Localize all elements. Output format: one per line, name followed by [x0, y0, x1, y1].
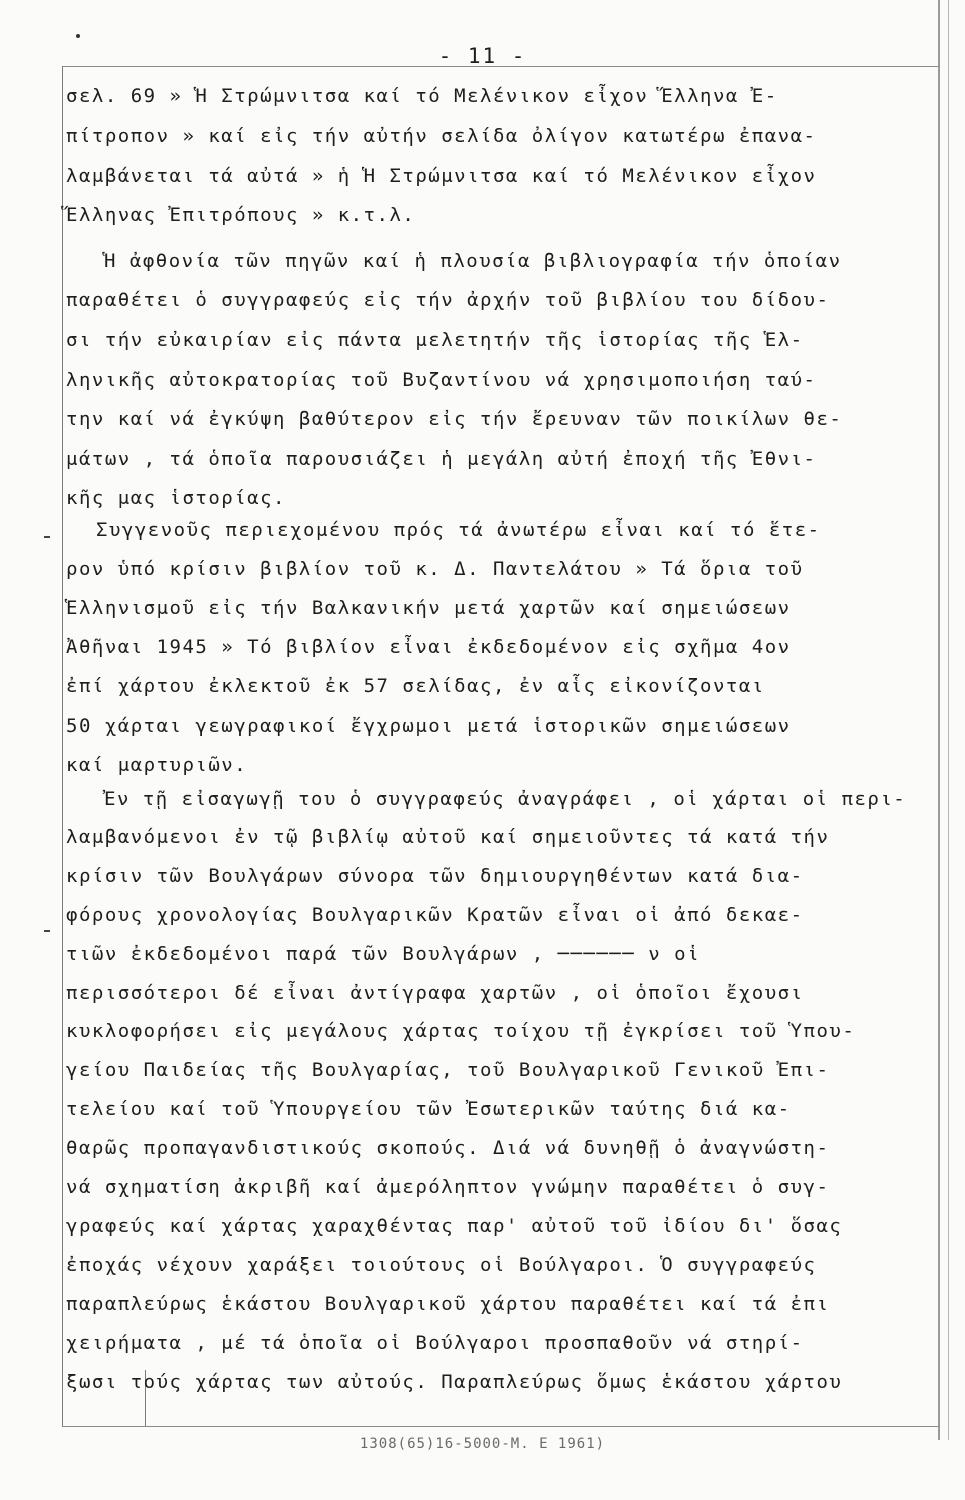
text-line: γείου Παιδείας τῆς Βουλγαρίας, τοῦ Βουλγαρικοῦ Γενικοῦ Ἐπι- — [66, 1059, 830, 1081]
text-line: σι τήν εὐκαιρίαν εἰς πάντα μελετητήν τῆς ἱστορίας τῆς Ἑλ- — [66, 329, 804, 351]
text-line: μάτων , τά ὁποῖα παρουσιάζει ἡ μεγάλη αὐτή ἐποχή τῆς Ἐθνι- — [66, 448, 817, 470]
text-line: Ἡ ἀφθονία τῶν πηγῶν καί ἡ πλουσία βιβλιογραφία τήν ὁποίαν — [104, 250, 842, 272]
text-line: Ἀθῆναι 1945 » Τό βιβλίον εἶναι ἐκδεδομένον εἰς σχῆμα 4ον — [66, 636, 791, 658]
print-footer: 1308(65)16-5000-M. E 1961) — [359, 1436, 606, 1452]
text-line: την καί νά ἐγκύψη βαθύτερον εἰς τήν ἔρευναν τῶν ποικίλων θε- — [66, 408, 843, 430]
text-line: Συγγενοῦς περιεχομένου πρός τά ἀνωτέρω εἶναι καί τό ἕτε- — [96, 519, 821, 541]
text-line: Ἐν τῇ εἰσαγωγῇ του ὁ συγγραφεύς ἀναγράφει , οἱ χάρται οἱ περι- — [104, 788, 907, 810]
text-line: τιῶν ἐκδεδομένοι παρά τῶν Βουλγάρων , ────── ν οἱ — [66, 943, 701, 965]
text-line: θαρῶς προπαγανδιστικούς σκοπούς. Διά νά δυνηθῇ ὁ ἀναγνώστη- — [66, 1137, 830, 1159]
text-line: χειρήματα , μέ τά ὁποῖα οἱ Βούλγαροι προσπαθοῦν νά στηρί- — [66, 1332, 804, 1354]
text-line: λαμβανόμενοι ἐν τῷ βιβλίῳ αὐτοῦ καί σημειοῦντες τά κατά τήν — [66, 826, 830, 848]
text-line: λαμβάνεται τά αὐτά » ἡ Ἡ Στρώμνιτσα καί τό Μελένικον εἶχον — [66, 165, 817, 187]
page-number: - 11 - — [438, 44, 527, 68]
text-line: ξωσι τούς χάρτας των αὐτούς. Παραπλεύρως ὅμως ἑκάστου χάρτου — [66, 1371, 843, 1393]
text-line: ρον ὑπό κρίσιν βιβλίον τοῦ κ. Δ. Παντελάτου » Τά ὅρια τοῦ — [66, 558, 804, 580]
text-line: ἐπί χάρτου ἐκλεκτοῦ ἐκ 57 σελίδας, ἐν αἷς εἰκονίζονται — [66, 675, 765, 697]
text-line: φόρους χρονολογίας Βουλγαρικῶν Κρατῶν εἶναι οἱ ἀπό δεκαε- — [66, 904, 804, 926]
text-line: νά σχηματίση ἀκριβῆ καί ἀμερόληπτον γνώμην παραθέτει ὁ συγ- — [66, 1176, 830, 1198]
text-line: περισσότεροι δέ εἶναι ἀντίγραφα χαρτῶν , οἱ ὁποῖοι ἔχουσι — [66, 982, 804, 1004]
text-line: σελ. 69 » Ἡ Στρώμνιτσα καί τό Μελένικον εἶχον Ἕλληνα Ἐ- — [66, 85, 778, 107]
text-line: πίτροπον » καί εἰς τήν αὐτήν σελίδα ὀλίγον κατωτέρω ἐπανα- — [66, 125, 817, 147]
text-line: ἐποχάς νέχουν χαράξει τοιούτους οἱ Βούλγαροι. Ὁ συγγραφεύς — [66, 1254, 817, 1276]
text-line: τελείου καί τοῦ Ὑπουργείου τῶν Ἐσωτερικῶν ταύτης διά κα- — [66, 1098, 791, 1120]
text-line: κυκλοφορήσει εἰς μεγάλους χάρτας τοίχου τῇ ἐγκρίσει τοῦ Ὑπου- — [66, 1020, 856, 1042]
text-line: Ἑλληνισμοῦ εἰς τήν Βαλκανικήν μετά χαρτῶν καί σημειώσεων — [66, 597, 791, 619]
text-line: Ἕλληνας Ἐπιτρόπους » κ.τ.λ. — [66, 204, 416, 226]
text-line: παραπλεύρως ἑκάστου Βουλγαρικοῦ χάρτου παραθέτει καί τά ἐπι — [66, 1293, 830, 1315]
text-line: γραφεύς καί χάρτας χαραχθέντας παρ' αὐτοῦ τοῦ ἰδίου δι' ὅσας — [66, 1215, 843, 1237]
text-line: καί μαρτυριῶν. — [66, 754, 248, 776]
text-line: ληνικῆς αὐτοκρατορίας τοῦ Βυζαντίνου νά χρησιμοποιήση ταύ- — [66, 369, 817, 391]
text-line: κρίσιν τῶν Βουλγάρων σύνορα τῶν δημιουργηθέντων κατά δια- — [66, 865, 804, 887]
text-line: 50 χάρται γεωγραφικοί ἔγχρωμοι μετά ἱστορικῶν σημειώσεων — [66, 715, 791, 737]
text-line: παραθέτει ὁ συγγραφεύς εἰς τήν ἀρχήν τοῦ βιβλίου του δίδου- — [66, 289, 830, 311]
text-line: κῆς μας ἱστορίας. — [66, 487, 286, 509]
